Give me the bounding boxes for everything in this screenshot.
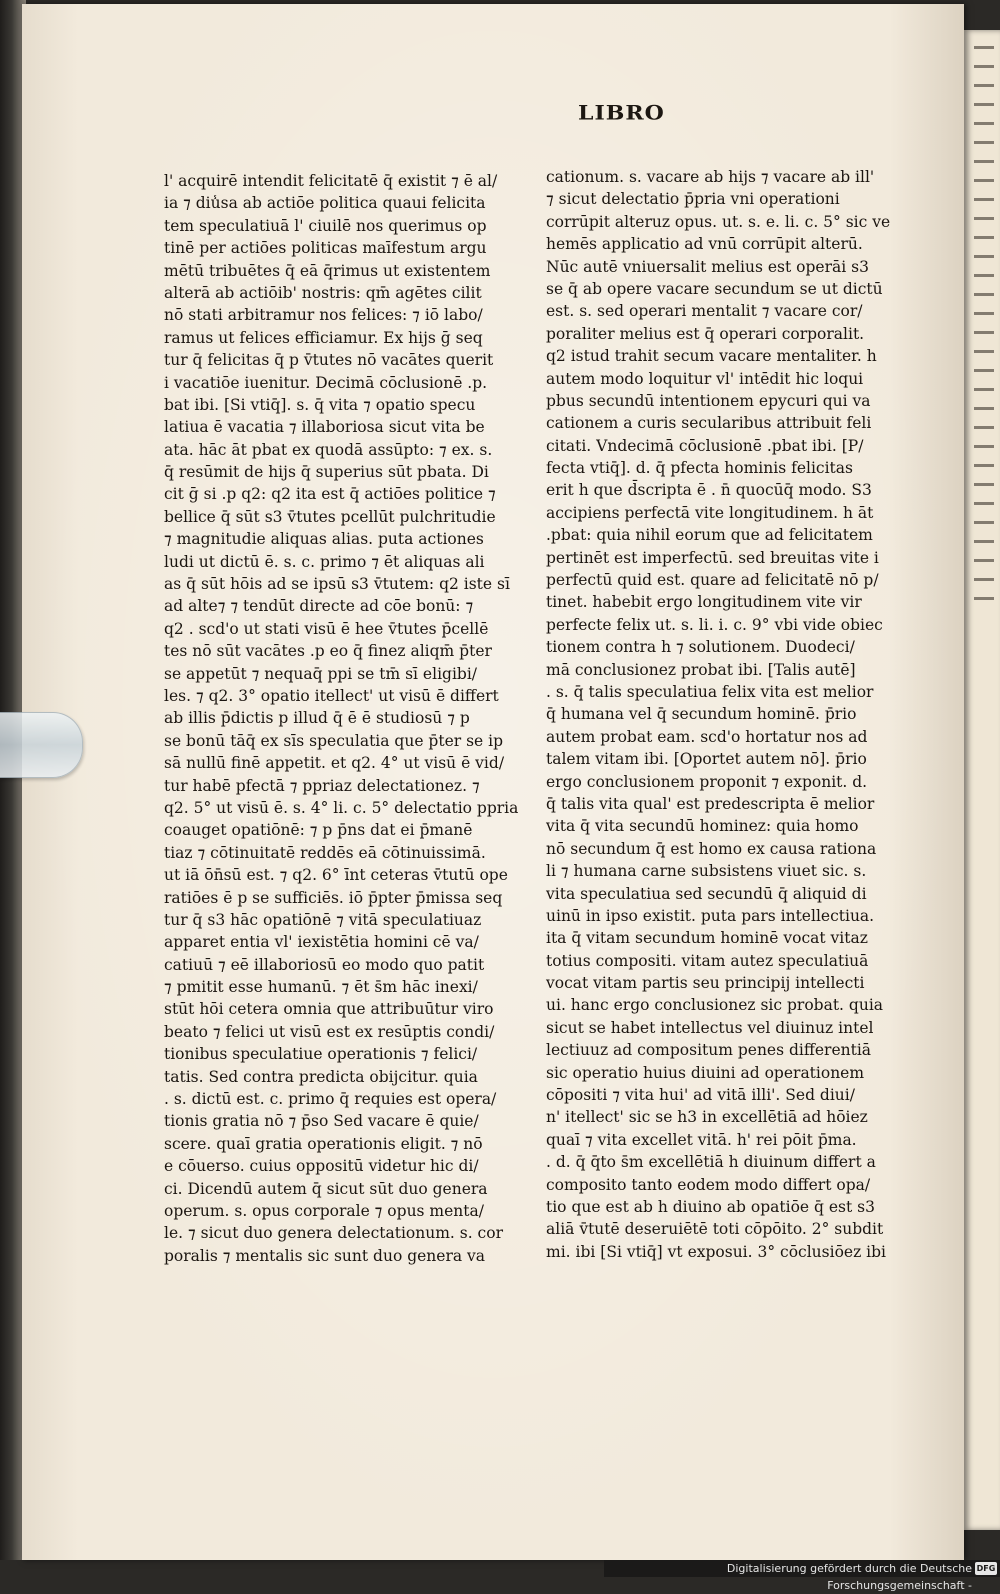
text-line: ⁊ magnitudie aliquas alias. puta actiones (164, 530, 484, 549)
text-line: . s. q̄ talis speculatiua felix vita est melior (546, 682, 874, 701)
text-line: ratiōes ē p se sufficiēs. iō p̄pter p̄missa seq (164, 888, 503, 907)
text-line: q2 . scd'o ut stati visū ē hee v̄tutes p̄cellē (164, 619, 489, 638)
text-line: les. ⁊ q2. 3° opatio itellect' ut visū ē differt (164, 686, 499, 705)
text-line: q̄ humana vel q̄ secundum hominē. p̄rio (546, 705, 857, 724)
text-line: q2 istud trahit secum vacare mentaliter. h (546, 347, 877, 366)
text-line: scere. quaī gratia operationis eligit. ⁊ nō (164, 1134, 483, 1153)
text-line: tionis gratia nō ⁊ p̄so Sed vacare ē quie/ (164, 1112, 479, 1131)
text-line: nō stati arbitramur nos felices: ⁊ iō labo/ (164, 306, 483, 325)
text-line: e cōuerso. cuius oppositū videtur hic di/ (164, 1157, 479, 1176)
text-line: sic operatio huius diuini ad operationem (546, 1063, 865, 1082)
text-line: talem vitam ibi. [Oportet autem nō]. p̄rio (546, 750, 867, 769)
text-line: quaī ⁊ vita excellet vitā. h' rei pōit p̄ma. (546, 1130, 857, 1149)
text-line: composito tanto eodem modo differt opa/ (546, 1175, 871, 1194)
text-line: ut iā ōn̄sū est. ⁊ q2. 6° īnt ceteras v̄tutū ope (164, 866, 508, 885)
text-line: poralis ⁊ mentalis sic sunt duo genera va (164, 1246, 486, 1265)
text-line: tem speculatiuā l' ciuilē nos querimus op (164, 216, 487, 235)
text-line: tinē per actiōes politicas maīfestum argu (164, 239, 487, 258)
text-line: apparet entia vl' iexistētia homini cē va/ (164, 933, 479, 952)
text-line: ludi ut dictū ē. s. c. primo ⁊ ēt aliquas ali (164, 552, 485, 571)
text-line: uinū in ipso existit. puta pars intellectiua. (546, 906, 875, 925)
text-line: ci. Dicendū autem q̄ sicut sūt duo genera (164, 1179, 488, 1198)
text-line: tes nō sūt vacātes .p eo q̄ finez aliqm̄ p̄ter (164, 642, 492, 661)
text-line: accipiens perfectā vite longitudinem. h āt (546, 503, 874, 522)
text-line: le. ⁊ sicut duo genera delectationum. s. cor (164, 1224, 503, 1243)
text-line: ad alte⁊ ⁊ tendūt directe ad cōe bonū: ⁊ (164, 597, 474, 616)
text-line: vita q̄ vita secundū hominez: quia homo (546, 817, 859, 836)
text-line: tiaz ⁊ cōtinuitatē reddēs eā cōtinuissimā. (164, 843, 486, 862)
text-line: hemēs applicatio ad vnū corrūpit alterū. (546, 235, 863, 254)
text-line: tionem contra h ⁊ solutionem. Duodeci/ (546, 638, 855, 657)
text-line: n' itellect' sic se h3 in excellētiā ad hōiez (546, 1108, 868, 1127)
left-text-column (164, 170, 519, 1267)
text-line: tatis. Sed contra predicta obijcitur. quia (164, 1067, 478, 1086)
text-line: ia ⁊ diu̾sa ab actiōe politica quaui felicita (164, 194, 486, 213)
text-line: autem probat eam. scd'o hortatur nos ad (546, 727, 868, 746)
text-line: se appetūt ⁊ nequaq̄ ppi se tm̄ sī eligibi/ (164, 664, 478, 683)
text-line: i vacatiōe iuenitur. Decimā cōclusionē .p. (164, 373, 488, 392)
text-line: totius compositi. vitam autez speculatiuā (546, 951, 869, 970)
text-line: li ⁊ humana carne subsistens viuet sic. s. (546, 862, 867, 881)
text-line: Nūc autē vniuersalit melius est operāi s3 (546, 257, 869, 276)
text-line: corrūpit alteruz opus. ut. s. e. li. c. 5° sic ve (546, 212, 891, 231)
text-line: pbus secundū intentionem epycuri qui va (546, 391, 871, 410)
text-line: ⁊ sicut delectatio p̄pria vni operationi (546, 190, 840, 209)
text-line: perfecte felix ut. s. li. i. c. 9° vbi vide obiec (546, 615, 883, 634)
digitization-credit-bar (604, 1560, 1000, 1592)
page-clip (0, 712, 83, 778)
text-line: q̄ resūmit de hijs q̄ superius sūt pbata. Di (164, 463, 489, 482)
text-line: as q̄ sūt hōis ad se ipsū s3 v̄tutem: q2 iste sī (164, 575, 510, 594)
text-line: ⁊ pmitit esse humanū. ⁊ ēt s̄m hāc inexi/ (164, 978, 478, 997)
text-line: tur q̄ s3 hāc opatiōnē ⁊ vitā speculatiuaz (164, 910, 482, 929)
right-text-column (546, 166, 891, 1263)
text-line: aliā v̄tutē deseruiētē toti cōpōito. 2° subdit (546, 1220, 884, 1239)
text-line: cit ḡ si .p q2: q2 ita est q̄ actiōes politice ⁊ (164, 485, 496, 504)
text-line: tur q̄ felicitas q̄ p v̄tutes nō vacātes querit (164, 351, 494, 370)
text-line: vocat vitam partis seu principij intellecti (546, 974, 865, 993)
text-line: perfectū quid est. quare ad felicitatē nō p/ (546, 571, 879, 590)
text-line: sā nullū finē appetit. et q2. 4° ut visū ē vid/ (164, 754, 505, 773)
text-line: mi. ibi [Si vtiq̄] vt exposui. 3° cōclusiōez ibi (546, 1242, 887, 1261)
text-line: q2. 5° ut visū ē. s. 4° li. c. 5° delectatio ppria (164, 798, 519, 817)
text-line: beato ⁊ felici ut visū est ex resūptis condi/ (164, 1022, 495, 1041)
text-line: ab illis p̄dictis p illud q̄ ē ē studiosū ⁊ p (164, 709, 470, 728)
credit-text: Digitalisierung gefördert durch die Deutsche Forschungsgemeinschaft - (726, 1562, 972, 1592)
text-line: . d. q̄ q̄to s̄m excellētiā h diuinum differt a (546, 1153, 876, 1172)
text-line: bellice q̄ sūt s3 v̄tutes pcellūt pulchritudie (164, 507, 496, 526)
text-line: citati. Vndecimā cōclusionē .pbat ibi. [P/ (546, 436, 864, 455)
text-line: stūt hōi cetera omnia que attribuūtur viro (164, 1000, 494, 1019)
text-line: ergo conclusionem proponit ⁊ exponit. d. (546, 772, 868, 791)
text-line: catiuū ⁊ eē illaboriosū eo modo quo patit (164, 955, 485, 974)
text-line: tur habē pfectā ⁊ ppriaz delectationez. ⁊ (164, 776, 480, 795)
text-line: ita q̄ vitam secundum hominē vocat vitaz (546, 929, 868, 948)
text-line: mā conclusionez probat ibi. [Talis autē] (546, 660, 856, 679)
text-line: tionibus speculatiue operationis ⁊ felici/ (164, 1045, 478, 1064)
text-line: alterā ab actiōib' nostris: qm̄ agētes cilit (164, 283, 482, 302)
text-line: cationem a curis secularibus attribuit feli (546, 414, 872, 433)
text-line: .pbat: quia nihil eorum que ad felicitatem (546, 526, 873, 545)
text-line: autem modo loquitur vl' intēdit hic loqui (546, 369, 864, 388)
text-line: erit h que d̄scripta ē . n̄ quocūq̄ modo. S3 (546, 481, 872, 500)
text-line: nō secundum q̄ est homo ex causa rationa (546, 839, 877, 858)
text-line: latiua ē vacatia ⁊ illaboriosa sicut vita be (164, 418, 485, 437)
dfg-logo: DFG (976, 1564, 996, 1573)
text-line: est. s. sed operari mentalit ⁊ vacare cor/ (546, 302, 863, 321)
text-line: cōpositi ⁊ vita hui' ad vitā illi'. Sed diui/ (546, 1086, 855, 1105)
text-line: mētū tribuētes q̄ eā q̄rimus ut existentem (164, 261, 491, 280)
text-line: . s. dictū est. c. primo q̄ requies est opera/ (164, 1090, 497, 1109)
text-line: vita speculatiua sed secundū q̄ aliquid di (546, 884, 867, 903)
text-line: coauget opatiōnē: ⁊ p p̄ns dat ei p̄manē (164, 821, 473, 840)
text-line: ramus ut felices efficiamur. Ex hijs ḡ seq (164, 328, 483, 347)
text-line: sicut se habet intellectus vel diuinuz intel (546, 1018, 874, 1037)
text-line: bat ibi. [Si vtiq̄]. s. q̄ vita ⁊ opatio specu (164, 395, 476, 414)
text-line: lectiuuz ad compositum penes differentiā (546, 1041, 872, 1060)
text-line: tinet. habebit ergo longitudinem vite vir (546, 593, 862, 612)
text-line: q̄ talis vita qual' est predescripta ē melior (546, 794, 875, 813)
text-line: fecta vtiq̄]. d. q̄ pfecta hominis felicitas (546, 459, 853, 478)
running-head: LIBRO (578, 101, 665, 125)
text-line: pertinēt est imperfectū. sed breuitas vite i (546, 548, 879, 567)
text-line: ata. hāc āt pbat ex quodā assūpto: ⁊ ex. s. (164, 440, 493, 459)
text-line: poraliter melius est q̄ operari corporalit. (546, 324, 865, 343)
text-line: se bonū tāq̄ ex sīs speculatia que p̄ter se ip (164, 731, 504, 750)
facing-page-edge (964, 30, 1000, 1530)
text-line: ui. hanc ergo conclusionez sic probat. quia (546, 996, 884, 1015)
text-line: l' acquirē intendit felicitatē q̄ existit ⁊ ē al/ (164, 172, 498, 190)
text-line: operum. s. opus corporale ⁊ opus menta/ (164, 1201, 484, 1220)
text-line: se q̄ ab opere vacare secundum se ut dictū (546, 279, 883, 298)
text-line: cationum. s. vacare ab hijs ⁊ vacare ab ill' (546, 168, 875, 186)
text-line: tio que est ab h diuino ab opatiōe q̄ est s3 (546, 1197, 875, 1216)
